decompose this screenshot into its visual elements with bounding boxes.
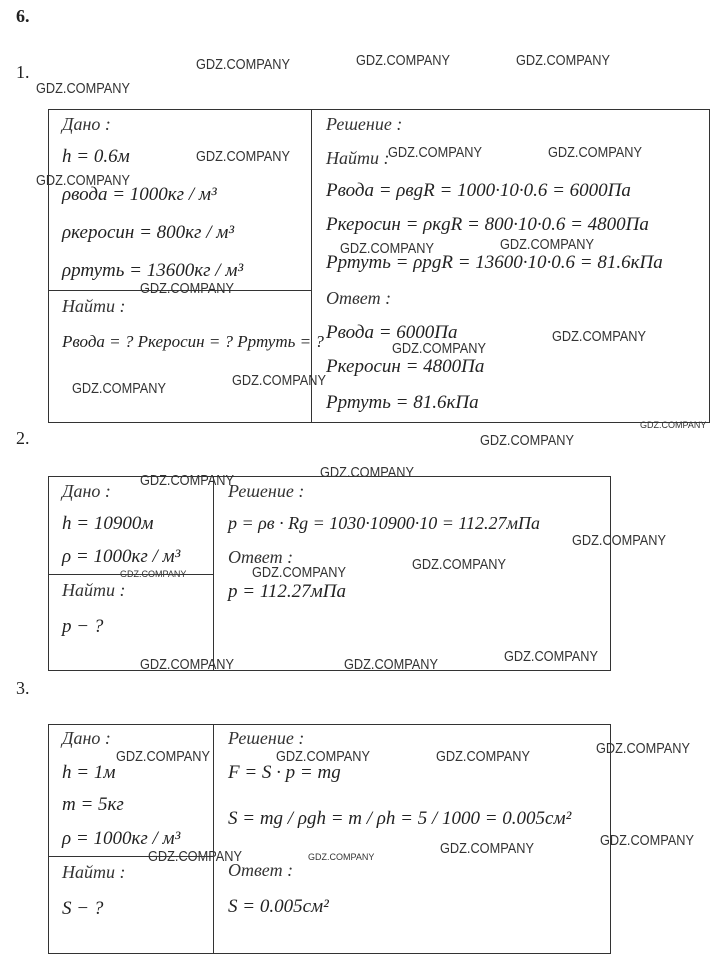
- problem-1-solution-line: Pкеросин = ρкgR = 800·10·0.6 = 4800Па: [326, 214, 649, 235]
- watermark: GDZ.COMPANY: [356, 52, 450, 69]
- problem-2-given-label: Дано :: [62, 481, 111, 501]
- watermark: GDZ.COMPANY: [308, 852, 375, 862]
- problem-2-answer-label: Ответ :: [228, 547, 294, 567]
- problem-1-given-line: ρвода = 1000кг / м³: [62, 184, 217, 205]
- problem-1-given-line: h = 0.6м: [62, 146, 130, 167]
- watermark: GDZ.COMPANY: [504, 648, 598, 665]
- problem-2-given-line: h = 10900м: [62, 513, 154, 534]
- problem-1-solution-line: Pвода = ρвgR = 1000·10·0.6 = 6000Па: [326, 180, 631, 201]
- watermark: GDZ.COMPANY: [276, 748, 370, 765]
- problem-3-number: 3.: [16, 678, 30, 698]
- problem-2-find: p − ?: [62, 616, 104, 637]
- problem-1-answer-line: Pкеросин = 4800Па: [326, 356, 485, 377]
- problem-3-find: S − ?: [62, 898, 104, 919]
- watermark: GDZ.COMPANY: [596, 740, 690, 757]
- problem-1-find: Pвода = ? Pкеросин = ? Pртуть = ?: [62, 332, 324, 351]
- watermark: GDZ.COMPANY: [120, 569, 187, 579]
- problem-1-solution-line: Pртуть = ρрgR = 13600·10·0.6 = 81.6кПа: [326, 252, 663, 273]
- problem-2-answer-line: p = 112.27мПа: [228, 581, 347, 602]
- watermark: GDZ.COMPANY: [72, 380, 166, 397]
- problem-1-given-line: ρкеросин = 800кг / м³: [62, 222, 235, 243]
- watermark: GDZ.COMPANY: [340, 240, 434, 257]
- watermark: GDZ.COMPANY: [320, 464, 414, 481]
- problem-1-solution-find-label: Найти :: [326, 148, 390, 168]
- problem-1-solution-label: Решение :: [326, 114, 403, 134]
- problem-3-answer-line: S = 0.005см²: [228, 896, 329, 917]
- problem-1-given-line: ρртуть = 13600кг / м³: [62, 260, 244, 281]
- watermark: GDZ.COMPANY: [600, 832, 694, 849]
- watermark: GDZ.COMPANY: [36, 172, 130, 189]
- problem-2-solution-label: Решение :: [228, 481, 305, 501]
- watermark: GDZ.COMPANY: [480, 432, 574, 449]
- problem-3-solution-line: S = mg / ρgh = m / ρh = 5 / 1000 = 0.005см²: [228, 808, 572, 829]
- watermark: GDZ.COMPANY: [196, 56, 290, 73]
- problem-1-answer-line: Pртуть = 81.6кПа: [326, 392, 479, 413]
- watermark: GDZ.COMPANY: [388, 144, 482, 161]
- watermark: GDZ.COMPANY: [500, 236, 594, 253]
- problem-2-number: 2.: [16, 428, 30, 448]
- problem-3-given-line: ρ = 1000кг / м³: [62, 828, 181, 849]
- problem-3-answer-label: Ответ :: [228, 860, 294, 880]
- watermark: GDZ.COMPANY: [552, 328, 646, 345]
- watermark: GDZ.COMPANY: [548, 144, 642, 161]
- problem-3-solution-line: F = S · p = mg: [228, 762, 341, 783]
- problem-1-number: 1.: [16, 62, 30, 82]
- watermark: GDZ.COMPANY: [640, 420, 707, 430]
- watermark: GDZ.COMPANY: [436, 748, 530, 765]
- watermark: GDZ.COMPANY: [516, 52, 610, 69]
- problem-2-find-label: Найти :: [62, 580, 126, 600]
- problem-2-solution-line: p = ρв · Rg = 1030·10900·10 = 112.27мПа: [228, 513, 541, 533]
- watermark: GDZ.COMPANY: [116, 748, 210, 765]
- watermark: GDZ.COMPANY: [140, 656, 234, 673]
- problem-3-given-label: Дано :: [62, 728, 111, 748]
- problem-3-given-line: m = 5кг: [62, 794, 124, 815]
- watermark: GDZ.COMPANY: [232, 372, 326, 389]
- watermark: GDZ.COMPANY: [572, 532, 666, 549]
- watermark: GDZ.COMPANY: [196, 148, 290, 165]
- watermark: GDZ.COMPANY: [412, 556, 506, 573]
- watermark: GDZ.COMPANY: [36, 80, 130, 97]
- watermark: GDZ.COMPANY: [140, 472, 234, 489]
- problem-2-given-line: ρ = 1000кг / м³: [62, 546, 181, 567]
- problem-1-find-label: Найти :: [62, 296, 126, 316]
- problem-3-given-line: h = 1м: [62, 762, 116, 783]
- problem-1-answer-line: Pвода = 6000Па: [326, 322, 458, 343]
- watermark: GDZ.COMPANY: [440, 840, 534, 857]
- problem-3-solution-label: Решение :: [228, 728, 305, 748]
- watermark: GDZ.COMPANY: [252, 564, 346, 581]
- problem-1-given-label: Дано :: [62, 114, 111, 134]
- problem-3-divider: [213, 724, 214, 954]
- watermark: GDZ.COMPANY: [140, 280, 234, 297]
- task-title: 6.: [16, 6, 30, 26]
- watermark: GDZ.COMPANY: [392, 340, 486, 357]
- watermark: GDZ.COMPANY: [148, 848, 242, 865]
- problem-1-answer-label: Ответ :: [326, 288, 392, 308]
- watermark: GDZ.COMPANY: [344, 656, 438, 673]
- problem-3-find-label: Найти :: [62, 862, 126, 882]
- problem-2-divider: [213, 476, 214, 671]
